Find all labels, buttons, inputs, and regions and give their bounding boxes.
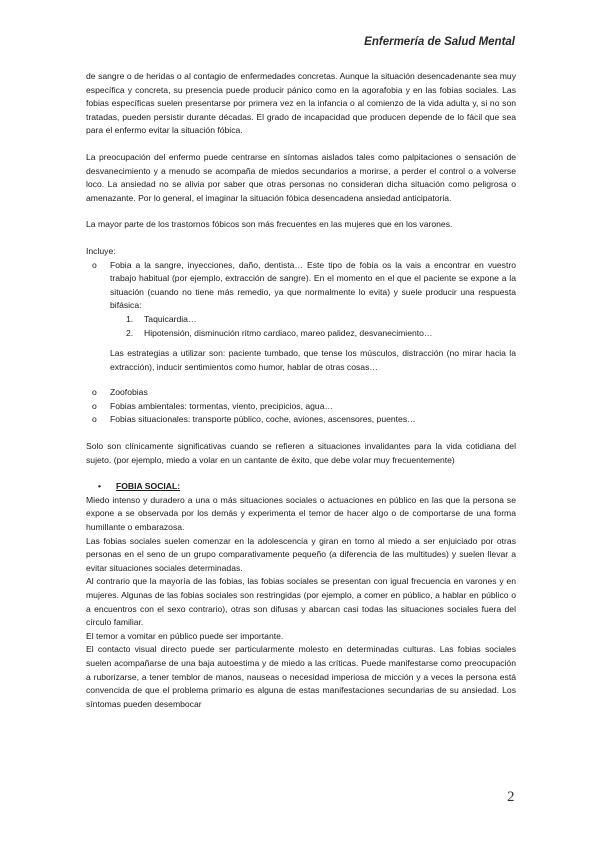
paragraph: El temor a vomitar en público puede ser importante. [86, 630, 284, 641]
document-body [86, 70, 516, 711]
incluye-label: Incluye: [86, 245, 116, 256]
bullet-marker: o [92, 414, 97, 425]
list-item-text: Fobias ambientales: tormentas, viento, precipicios, agua… [110, 400, 334, 411]
paragraph: La mayor parte de los trastornos fóbicos son más frecuentes en las mujeres que en los varones. [86, 219, 453, 230]
page-number: 2 [507, 789, 515, 805]
strategies-text: Las estrategias a utilizar son: paciente tumbado, que tense los músculos, distracción (no mirar hacia la extracción), inducir sentimientos como humor, hablar de otras cosas… [110, 348, 516, 372]
paragraph: de sangre o de heridas o al contagio de enfermedades concretas. Aunque la situación desencadenante sea muy específica y concreta, su presencia puede producir pánico como en la agorafobia y en las fobias sociales. Las fobias específicas suelen presentarse por primera vez en la infancia o al comienzo de la vida adulta y, si no son tratadas, pueden persistir durante décadas. El grado de incapacidad que producen depende de lo fácil que sea para el enfermo evitar la situación fóbica. [86, 71, 516, 136]
numbered-item-text: Taquicardia… [144, 313, 197, 324]
paragraph: Las fobias sociales suelen comenzar en la adolescencia y giran en torno al miedo a ser enjuiciado por otras personas en el seno de un grupo comparativamente pequeño (a diferencia de las multitudes) y suelen llevar a evitar situaciones sociales determinadas. [86, 535, 516, 573]
number-marker: 2. [126, 327, 134, 338]
numbered-item-text: Hipotensión, disminución ritmo cardiaco, mareo palidez, desvanecimiento… [144, 327, 433, 338]
list-item [86, 386, 516, 400]
bullet-marker: o [92, 400, 97, 411]
numbered-item [86, 313, 516, 327]
paragraph: Al contrario que la mayoría de las fobias, las fobias sociales se presentan con igual frecuencia en varones y en mujeres. Algunas de las fobias sociales son restringidas (por ejemplo, a comer en público, a hablar en público o a encuentros con el sexo contrario), otras son difusas y abarcan casi todas las situaciones sociales fuera del círculo familiar. [86, 576, 516, 628]
section-bullet: • [98, 481, 102, 492]
list-item-text: Fobia a la sangre, inyecciones, daño, dentista… Este tipo de fobia os la vais a encontrar en vuestro trabajo habitual (por ejemplo, extracción de sangre). En el momento en el que el paciente se expone a la situación (cuando no tiene más remedio, ya que normalmente lo evita) y suele producir una respuesta bifásica: [110, 259, 516, 311]
paragraph: El contacto visual directo puede ser particularmente molesto en determinadas culturas. Las fobias sociales suelen acompañarse de una baja autoestima y de miedo a las críticas. Puede manifestarse como preocupación a ruborizarse, a tener temblor de manos, nauseas o necesidad imperiosa de micción y a veces la persona está convencida de que el problema primario es alguna de estas manifestaciones secundarias de su ansiedad. Los síntomas pueden desembocar [86, 644, 516, 709]
numbered-item [86, 327, 516, 341]
list-item [86, 400, 516, 414]
page-header: Enfermería de Salud Mental [364, 36, 515, 48]
list-item [86, 259, 516, 313]
section-heading [86, 480, 516, 494]
list-item-text: Fobias situacionales: transporte público, coche, aviones, ascensores, puentes… [110, 414, 416, 425]
section-title: FOBIA SOCIAL: [116, 481, 181, 492]
paragraph: Miedo intenso y duradero a una o más situaciones sociales o actuaciones en público en las que la persona se expone a se observada por los demás y experimenta el temor de hacer algo o de comportarse de una forma humillante o embarazosa. [86, 494, 516, 533]
list-item-text: Zoofobias [110, 387, 148, 398]
bullet-marker: o [92, 387, 97, 398]
paragraph: La preocupación del enfermo puede centrarse en síntomas aislados tales como palpitaciones o sensación de desvanecimiento y a menudo se acompaña de miedos secundarios a morirse, a perder el control o a volverse loco. La ansiedad no se alivia por saber que otras personas no consideran dicha situación como peligrosa o amenazante. Por lo general, el imaginar la situación fóbica desencadena ansiedad anticipatoria. [86, 151, 516, 203]
paragraph: Solo son clínicamente significativas cuando se refieren a situaciones invalidantes para la vida cotidiana del sujeto. (por ejemplo, miedo a volar en un cantante de éxito, que debe volar muy frecuentemente) [86, 441, 516, 465]
bullet-marker: o [92, 259, 97, 270]
list-item [86, 413, 516, 427]
number-marker: 1. [126, 313, 134, 324]
